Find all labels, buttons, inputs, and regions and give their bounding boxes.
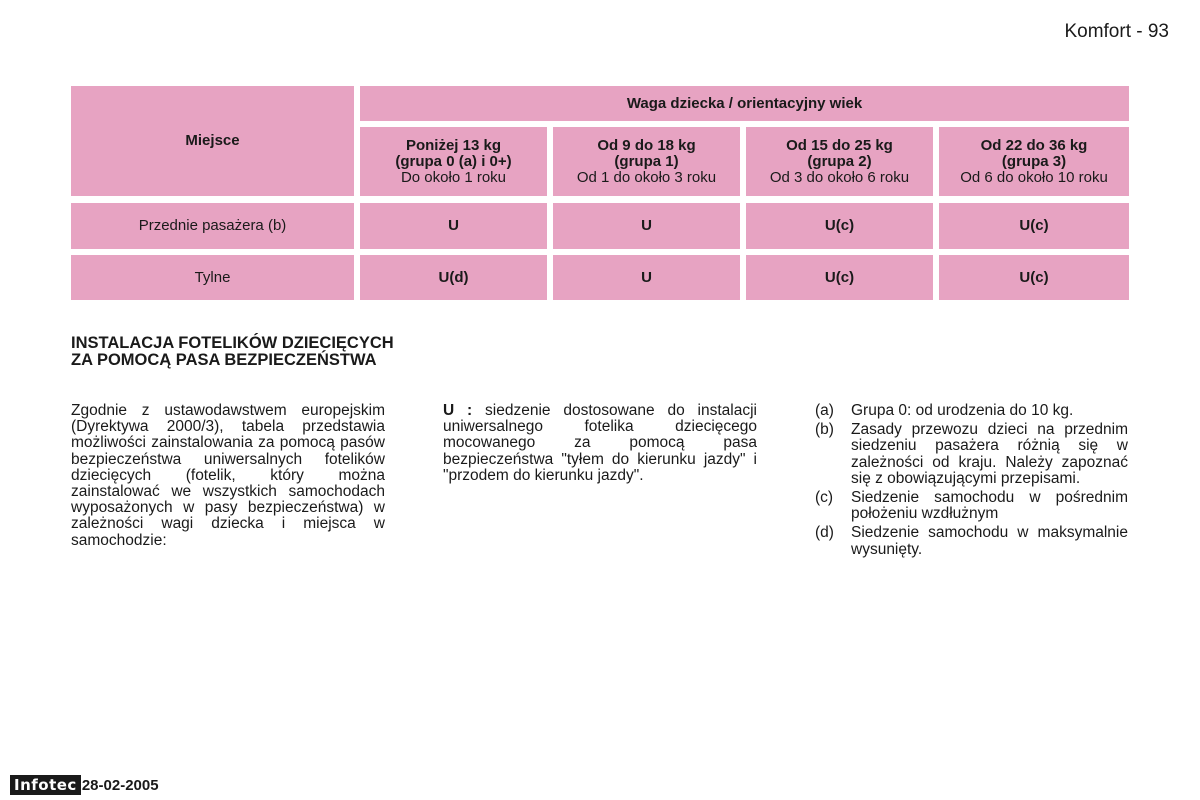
table-cell: U(c) (746, 203, 933, 249)
table-cell: U (553, 203, 740, 249)
group-header-2: Od 15 do 25 kg (grupa 2) Od 3 do około 6 roku (746, 127, 933, 196)
row-label-rear: Tylne (71, 255, 354, 300)
u-text: siedzenie dostosowane do instalacji uniwersalnego fotelika dziecięcego mocowanego za pomocą pasa bezpieczeństwa "tyłem do kierunku jazdy" i "przodem do kierunku jazdy". (443, 402, 757, 484)
table-cell: U (360, 203, 547, 249)
list-item (815, 525, 1128, 557)
table-cell: U(c) (939, 203, 1129, 249)
page-header: Komfort - 93 (1064, 21, 1169, 42)
group-header-3: Od 22 do 36 kg (grupa 3) Od 6 do około 10 roku (939, 127, 1129, 196)
u-key: U : (443, 402, 473, 419)
note-text: Zasady przewozu dzieci na przednim siedzeniu pasażera różnią się w zależności od kraju. Należy zapoznać się z obowiązującymi przepisami. (851, 421, 1128, 487)
list-item (815, 403, 1128, 419)
note-key: (b) (815, 421, 834, 439)
group-header-0: Poniżej 13 kg (grupa 0 (a) i 0+) Do około 1 roku (360, 127, 547, 196)
note-key: (c) (815, 489, 834, 507)
footer (10, 775, 159, 795)
table-cell: U(d) (360, 255, 547, 300)
note-key: (d) (815, 524, 834, 542)
note-key: (a) (815, 402, 834, 419)
note-text: Siedzenie samochodu w maksymalnie wysunięty. (851, 524, 1128, 558)
weight-header: Waga dziecka / orientacyjny wiek (360, 86, 1129, 121)
note-text: Siedzenie samochodu w pośrednim położeniu wzdłużnym (851, 489, 1128, 523)
u-definition (443, 403, 757, 484)
footer-date: 28-02-2005 (81, 776, 159, 794)
infotec-logo: Infotec (10, 775, 81, 795)
section-title: INSTALACJA FOTELIKÓW DZIECIĘCYCH ZA POMOCĄ PASA BEZPIECZEŃSTWA (71, 334, 394, 369)
note-text: Grupa 0: od urodzenia do 10 kg. (851, 402, 1074, 419)
intro-paragraph: Zgodnie z ustawodawstwem europejskim (Dyrektywa 2000/3), tabela przedstawia możliwości zainstalowania za pomocą pasów bezpieczeństwa uniwersalnych fotelików dziecięcych (fotelik, który można zainstalować we wszystkich samochodach wyposażonych w pasy bezpieczeństwa) w zależności wagi dziecka i miejsca w samochodzie: (71, 402, 385, 549)
footnotes (815, 403, 1128, 561)
list-item (815, 490, 1128, 522)
table-cell: U (553, 255, 740, 300)
place-header: Miejsce (71, 86, 354, 196)
list-item (815, 422, 1128, 487)
row-label-front: Przednie pasażera (b) (71, 203, 354, 249)
table-cell: U(c) (939, 255, 1129, 300)
group-header-1: Od 9 do 18 kg (grupa 1) Od 1 do około 3 roku (553, 127, 740, 196)
table-cell: U(c) (746, 255, 933, 300)
child-seat-table (71, 86, 1129, 300)
